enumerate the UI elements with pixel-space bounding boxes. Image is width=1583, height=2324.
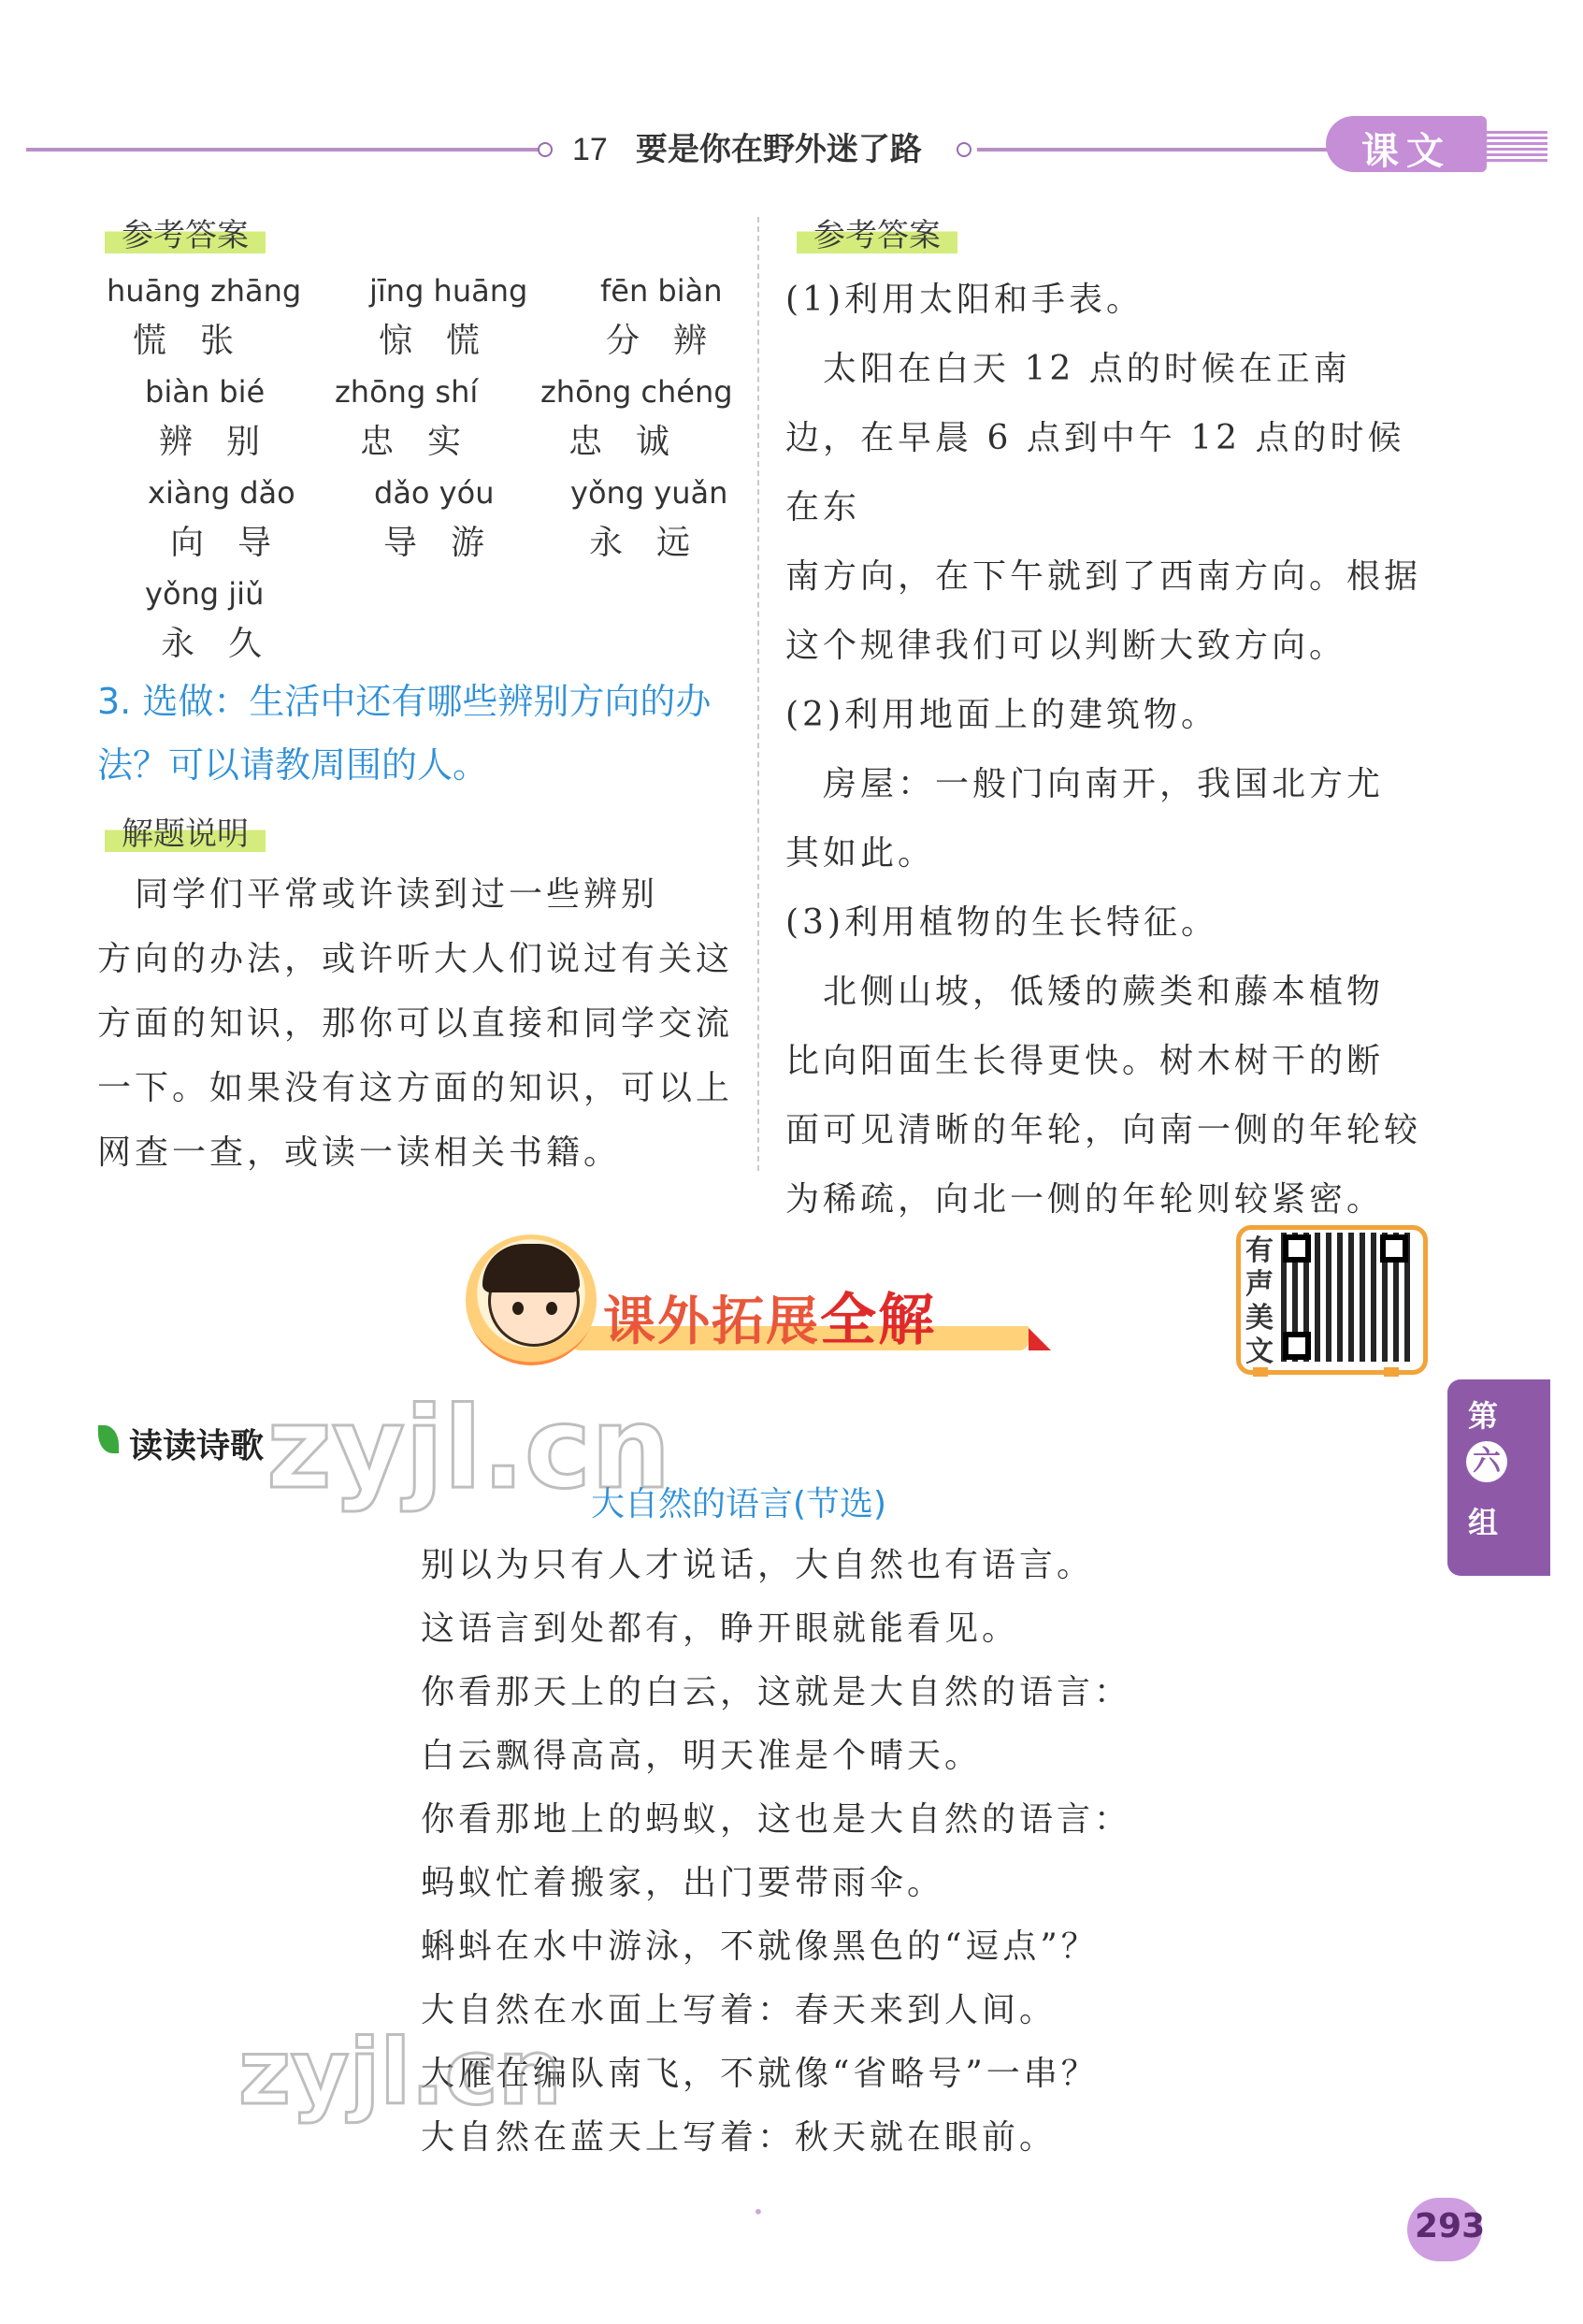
- side-tab-bottom: 组: [1468, 1505, 1499, 1540]
- poem-line: 你看那天上的白云，这就是大自然的语言：: [421, 1673, 1132, 1711]
- poem-title: 大自然的语言(节选): [591, 1485, 887, 1523]
- banner-title-bold: 全解: [820, 1288, 936, 1353]
- pinyin: fēn biàn: [600, 273, 723, 309]
- explain-text: [97, 862, 752, 1185]
- hanzi: 慌 张: [133, 322, 235, 360]
- answer-line: (3)利用植物的生长特征。: [785, 903, 1218, 942]
- lesson-title: [572, 123, 922, 169]
- side-tab-number: 六: [1466, 1441, 1507, 1482]
- poem-line: 大自然在水面上写着：春天来到人间。: [421, 1991, 1058, 2029]
- pinyin: jīng huāng: [369, 273, 528, 309]
- answer-line: (2)利用地面上的建筑物。: [785, 696, 1218, 734]
- answer-line: 太阳在白天 12 点的时候在正南: [785, 350, 1351, 388]
- mascot-eye-icon: [512, 1302, 524, 1315]
- qr-finder: [1380, 1234, 1408, 1263]
- answer-line: 面可见清晰的年轮，向南一侧的年轮较: [785, 1111, 1422, 1149]
- header-rule-dot-left: [538, 142, 553, 157]
- hanzi: 永 久: [161, 625, 263, 663]
- explain-line: 一下。如果没有这方面的知识，可以上: [97, 1069, 734, 1107]
- left-answer-label: 参考答案: [105, 208, 266, 257]
- watermark-bottom: zyjl.cn: [238, 2020, 562, 2125]
- poem-line: 你看那地上的蚂蚁，这也是大自然的语言：: [421, 1800, 1132, 1839]
- answer-line: 房屋：一般门向南开，我国北方尤: [785, 765, 1385, 803]
- hanzi: 辨 别: [159, 423, 261, 461]
- answer-line: 南方向，在下午就到了西南方向。根据: [785, 557, 1422, 596]
- pinyin: zhōng chéng: [540, 374, 733, 410]
- banner-title: [603, 1276, 936, 1356]
- lesson-title-text: 要是你在野外迷了路: [635, 132, 922, 167]
- lesson-number: 17: [572, 132, 608, 167]
- pinyin: dǎo yóu: [374, 475, 495, 511]
- poem-line: 大雁在编队南飞，不就像“省略号”一串？: [421, 2055, 1099, 2093]
- explain-line: 网查一查，或读一读相关书籍。: [97, 1133, 622, 1172]
- poem-section-label: 读读诗歌: [129, 1427, 265, 1465]
- hanzi: 忠 诚: [568, 423, 670, 461]
- banner-title-normal: 课外拓展: [603, 1292, 820, 1352]
- poem-line: 别以为只有人才说话，大自然也有语言。: [421, 1546, 1095, 1584]
- explain-line: 方面的知识，那你可以直接和同学交流: [97, 1004, 734, 1043]
- answer-line: 边，在早晨 6 点到中午 12 点的时候在东: [785, 419, 1405, 527]
- question-3-line-1: 3. 选做：生活中还有哪些辨别方向的办: [97, 681, 712, 722]
- answer-line: 比向阳面生长得更快。树木树干的断: [785, 1042, 1385, 1080]
- explain-line: 方向的办法，或许听大人们说过有关这: [97, 940, 734, 978]
- unit-side-tab: [1447, 1379, 1550, 1576]
- poem-line: 这语言到处都有，睁开眼就能看见。: [421, 1609, 1020, 1648]
- pinyin: zhōng shí: [335, 374, 479, 410]
- right-answer-label: 参考答案: [797, 208, 957, 257]
- answer-line: 这个规律我们可以判断大致方向。: [785, 627, 1347, 665]
- pinyin: yǒng jiǔ: [145, 576, 265, 612]
- question-3: [97, 670, 752, 797]
- footer-dots: •: [753, 2201, 764, 2223]
- page-number: 293: [1415, 2207, 1486, 2245]
- pinyin: biàn bié: [145, 374, 266, 410]
- hanzi: 导 游: [383, 524, 485, 562]
- banner-flag: [1029, 1328, 1051, 1350]
- qr-finder: [1283, 1332, 1311, 1360]
- leaf-icon: [98, 1425, 119, 1453]
- qr-label: 有声美文: [1245, 1234, 1274, 1368]
- pinyin: xiàng dǎo: [148, 475, 295, 511]
- section-tab-label: 课文: [1361, 130, 1451, 173]
- mascot-eye-icon: [546, 1302, 557, 1315]
- poem-line: 蚂蚁忙着搬家，出门要带雨伞。: [421, 1864, 945, 1902]
- hanzi: 向 导: [170, 524, 272, 562]
- poem-line: 蝌蚪在水中游泳，不就像黑色的“逗点”？: [421, 1927, 1099, 1966]
- header-rule-right: [977, 148, 1328, 152]
- right-answer-text: [785, 266, 1440, 1234]
- poem-line: 大自然在蓝天上写着：秋天就在眼前。: [421, 2118, 1058, 2157]
- hanzi: 忠 实: [360, 423, 462, 461]
- explain-label: 解题说明: [105, 806, 266, 856]
- side-tab-top: 第: [1468, 1398, 1499, 1434]
- column-divider: [757, 217, 759, 1171]
- answer-line: 其如此。: [785, 834, 936, 873]
- page-number-badge: [1407, 2198, 1486, 2261]
- answer-line: 为稀疏，向北一侧的年轮则较紧密。: [785, 1180, 1385, 1219]
- hanzi: 永 远: [589, 524, 691, 562]
- question-3-line-2: 法？可以请教周围的人。: [97, 744, 489, 786]
- pinyin: yǒng yuǎn: [570, 475, 728, 511]
- answer-line: 北侧山坡，低矮的蕨类和藤本植物: [785, 973, 1385, 1011]
- poem-line: 白云飘得高高，明天准是个晴天。: [421, 1737, 983, 1775]
- tv-leg: [1384, 1367, 1399, 1377]
- tab-stripes: [1487, 131, 1547, 163]
- header-rule-dot-right: [957, 142, 971, 157]
- explain-line: 同学们平常或许读到过一些辨别: [97, 875, 659, 914]
- qr-finder: [1283, 1234, 1311, 1263]
- header-rule-left: [26, 148, 550, 152]
- section-tab: [1326, 116, 1487, 172]
- pinyin: huāng zhāng: [107, 273, 302, 309]
- hanzi: 分 辨: [606, 322, 708, 360]
- hanzi: 惊 慌: [379, 322, 481, 360]
- answer-line: (1)利用太阳和手表。: [785, 281, 1144, 319]
- watermark-top: zyjl.cn: [266, 1384, 671, 1514]
